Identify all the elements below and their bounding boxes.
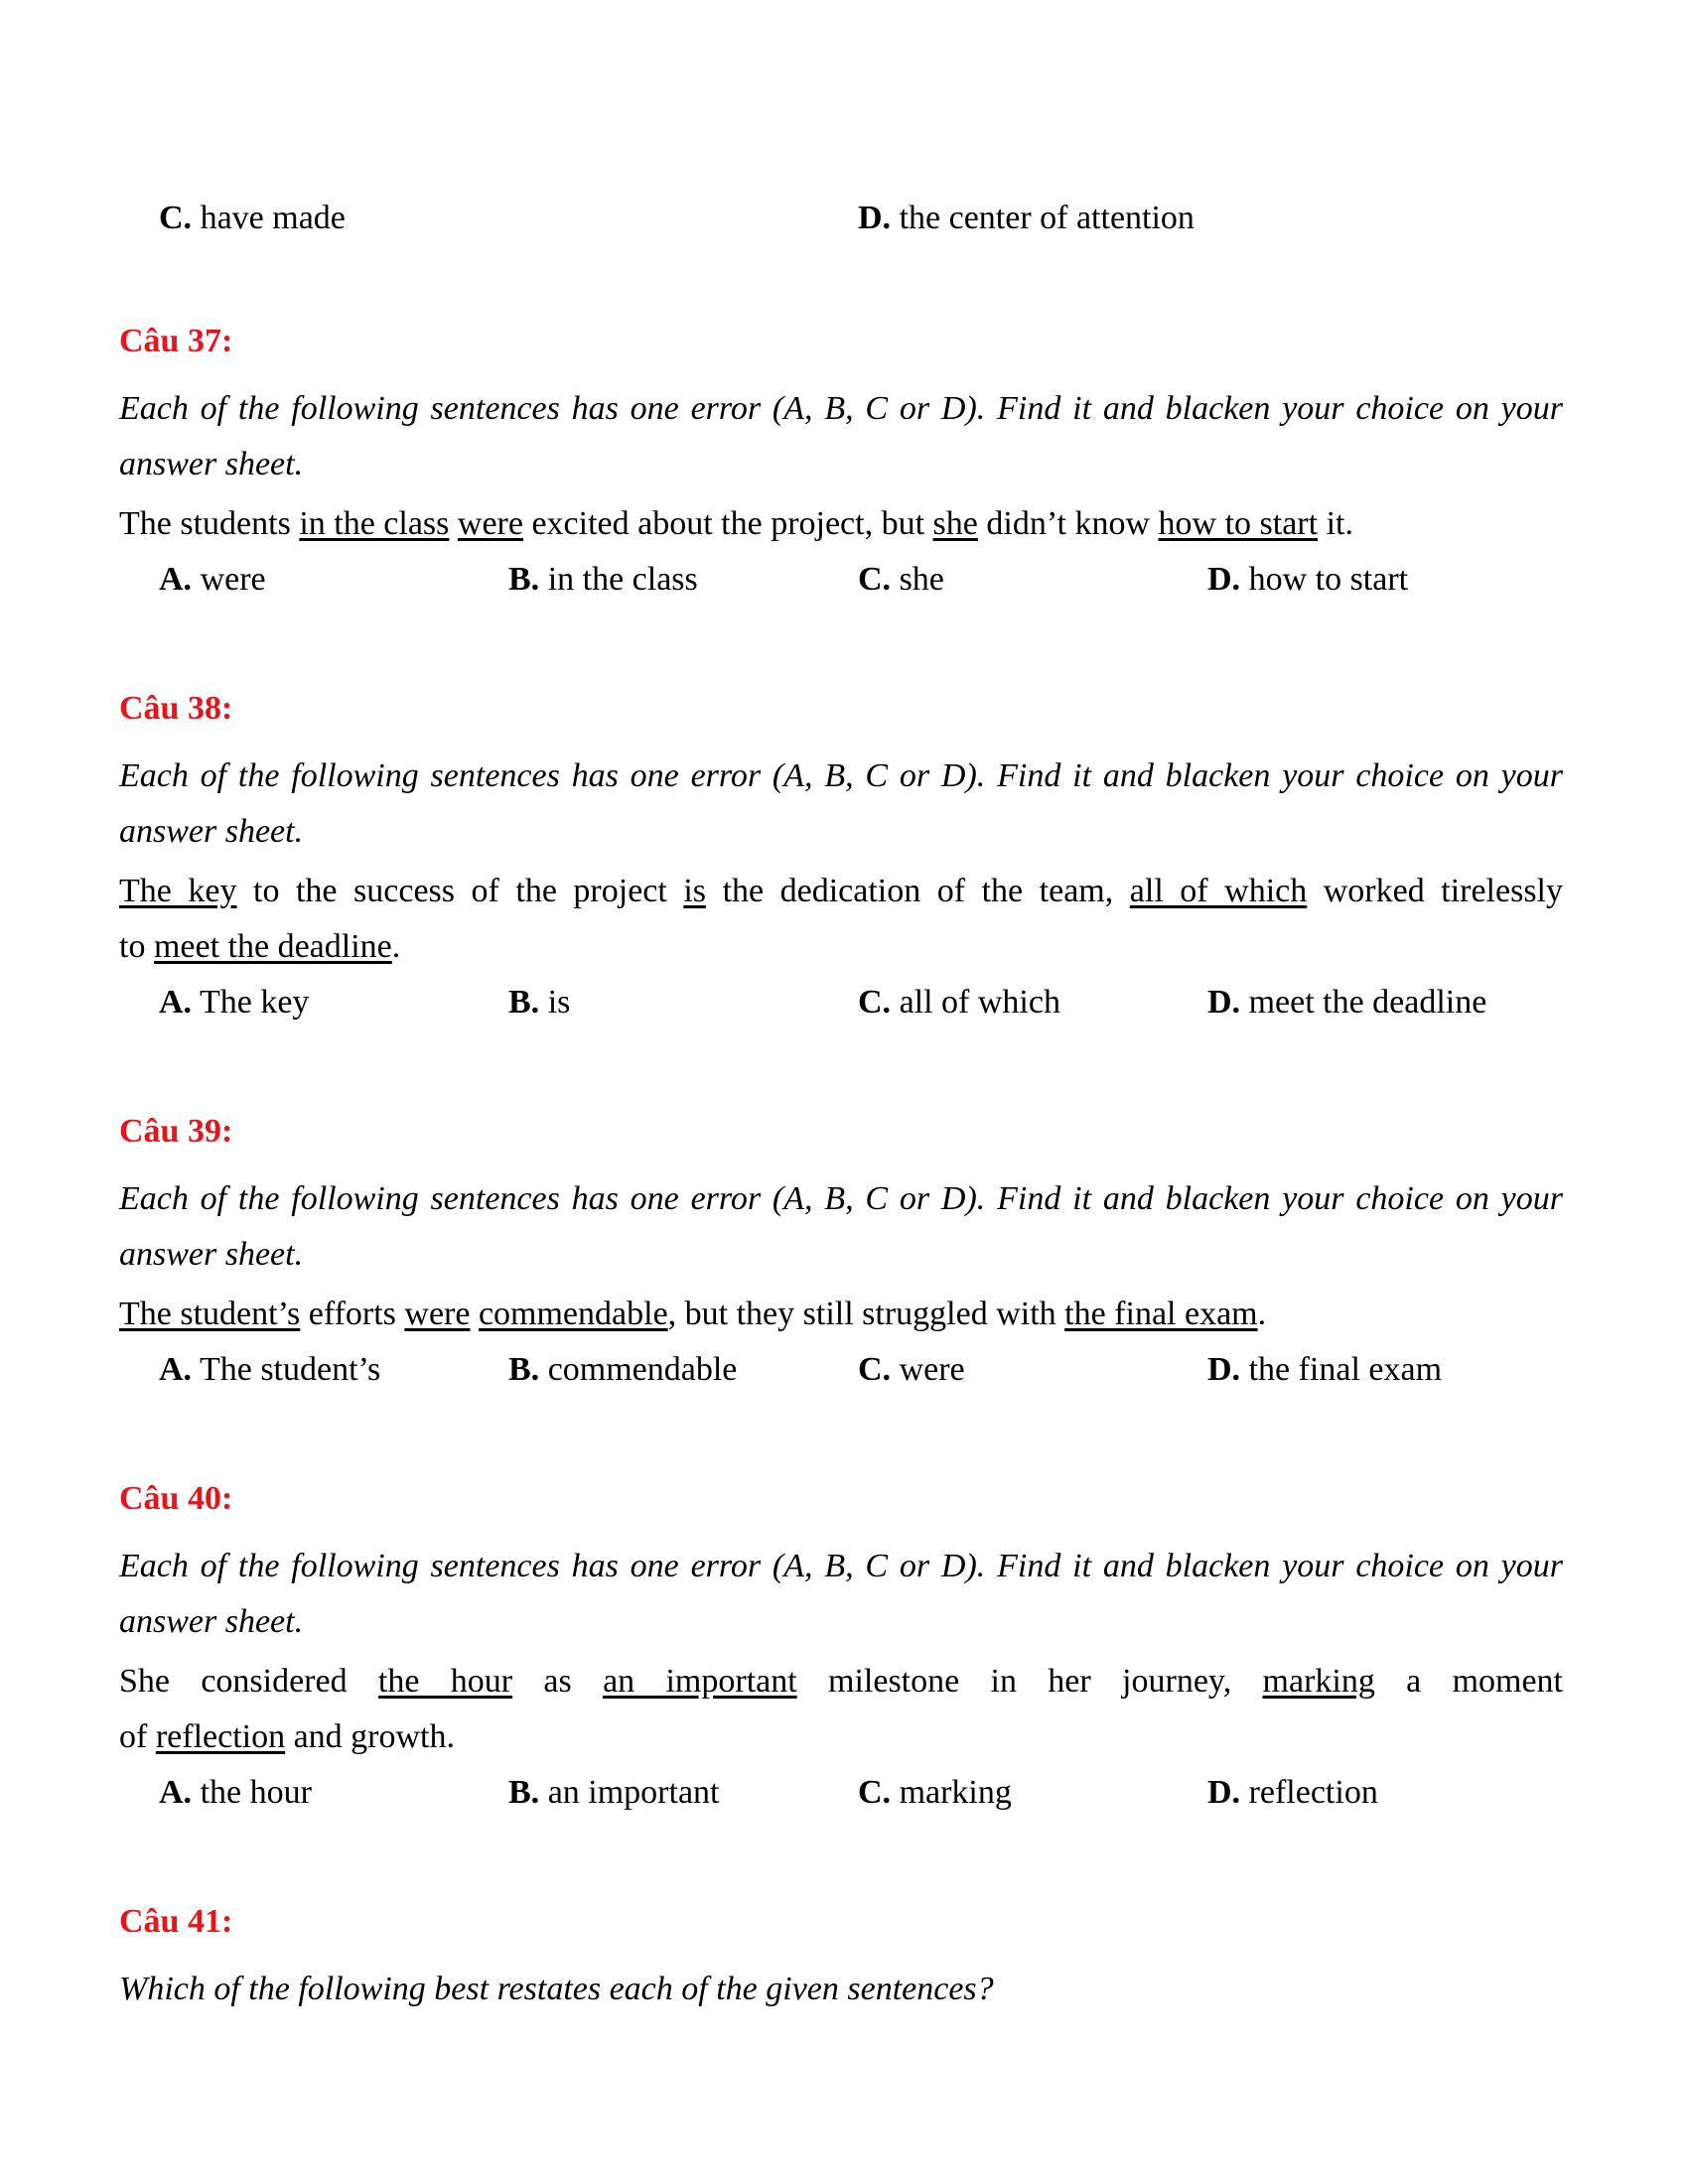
answer-options (119, 1348, 1563, 1392)
prev-question-options (119, 197, 1563, 240)
option-d: D. the center of attention (858, 200, 1195, 236)
option-d[interactable]: D. meet the deadline (1207, 984, 1487, 1021)
underlined-phrase: The key (119, 873, 237, 909)
option-a[interactable]: A. were (159, 561, 266, 598)
underlined-phrase: how to start (1158, 505, 1319, 542)
option-d[interactable]: D. how to start (1207, 561, 1409, 598)
answer-options (119, 558, 1563, 602)
underlined-phrase: in the class (299, 505, 450, 542)
option-b[interactable]: B. is (508, 984, 571, 1021)
question-title: Câu 37: (119, 323, 233, 359)
option-a[interactable]: A. the hour (159, 1774, 312, 1811)
question-sentence: The students in the class were excited about the project, but she didn’t know how to start it. (119, 505, 1353, 542)
underlined-phrase: marking (1262, 1663, 1375, 1700)
option-b[interactable]: B. commendable (508, 1351, 738, 1388)
option-d[interactable]: D. reflection (1207, 1774, 1378, 1811)
question-instruction: Each of the following sentences has one error (A, B, C or D). Find it and blacken your choice on your answer sheet. (119, 757, 1563, 850)
underlined-phrase: commendable (478, 1296, 668, 1332)
option-b[interactable]: B. an important (508, 1774, 720, 1811)
question-title: Câu 38: (119, 690, 233, 727)
underlined-phrase: reflection (155, 1718, 286, 1755)
underlined-phrase: the hour (377, 1663, 513, 1700)
option-c[interactable]: C. she (858, 561, 944, 598)
option-d[interactable]: D. the final exam (1207, 1351, 1443, 1388)
answer-options (119, 981, 1563, 1024)
underlined-phrase: is (683, 873, 707, 909)
option-c: C. have made (159, 200, 346, 236)
question-40 (119, 1477, 1563, 1815)
question-title: Câu 39: (119, 1113, 233, 1150)
question-title: Câu 41: (119, 1903, 233, 1940)
underlined-phrase: she (932, 505, 978, 542)
underlined-phrase: were (404, 1296, 471, 1332)
question-instruction: Each of the following sentences has one error (A, B, C or D). Find it and blacken your choice on your answer sheet. (119, 390, 1563, 482)
option-a[interactable]: A. The key (159, 984, 310, 1021)
underlined-phrase: were (457, 505, 523, 542)
question-title: Câu 40: (119, 1480, 233, 1517)
underlined-phrase: all of which (1129, 873, 1308, 909)
question-instruction: Each of the following sentences has one error (A, B, C or D). Find it and blacken your choice on your answer sheet. (119, 1548, 1563, 1640)
question-sentence-line2: to meet the deadline. (119, 928, 401, 965)
underlined-phrase: the final exam (1064, 1296, 1258, 1332)
option-c[interactable]: C. were (858, 1351, 965, 1388)
option-c[interactable]: C. marking (858, 1774, 1012, 1811)
question-38 (119, 687, 1563, 1024)
question-37 (119, 320, 1563, 602)
option-b[interactable]: B. in the class (508, 561, 698, 598)
question-sentence-line2: of reflection and growth. (119, 1718, 456, 1755)
option-c[interactable]: C. all of which (858, 984, 1060, 1021)
underlined-phrase: meet the deadline (153, 928, 392, 965)
question-instruction: Each of the following sentences has one error (A, B, C or D). Find it and blacken your choice on your answer sheet. (119, 1180, 1563, 1273)
question-instruction: Which of the following best restates each of the given sentences? (119, 1971, 994, 2007)
answer-options (119, 1771, 1563, 1815)
question-39 (119, 1110, 1563, 1392)
option-a[interactable]: A. The student’s (159, 1351, 381, 1388)
question-sentence: The student’s efforts were commendable, but they still struggled with the final exam. (119, 1296, 1267, 1332)
underlined-phrase: The student’s (119, 1296, 301, 1332)
question-sentence-line1: The key to the success of the project is the dedication of the team, all of which worked tirelessly (119, 873, 1563, 909)
question-sentence-line1: She considered the hour as an important milestone in her journey, marking a moment (119, 1663, 1564, 1700)
question-41 (119, 1900, 1563, 2017)
underlined-phrase: an important (603, 1663, 797, 1700)
